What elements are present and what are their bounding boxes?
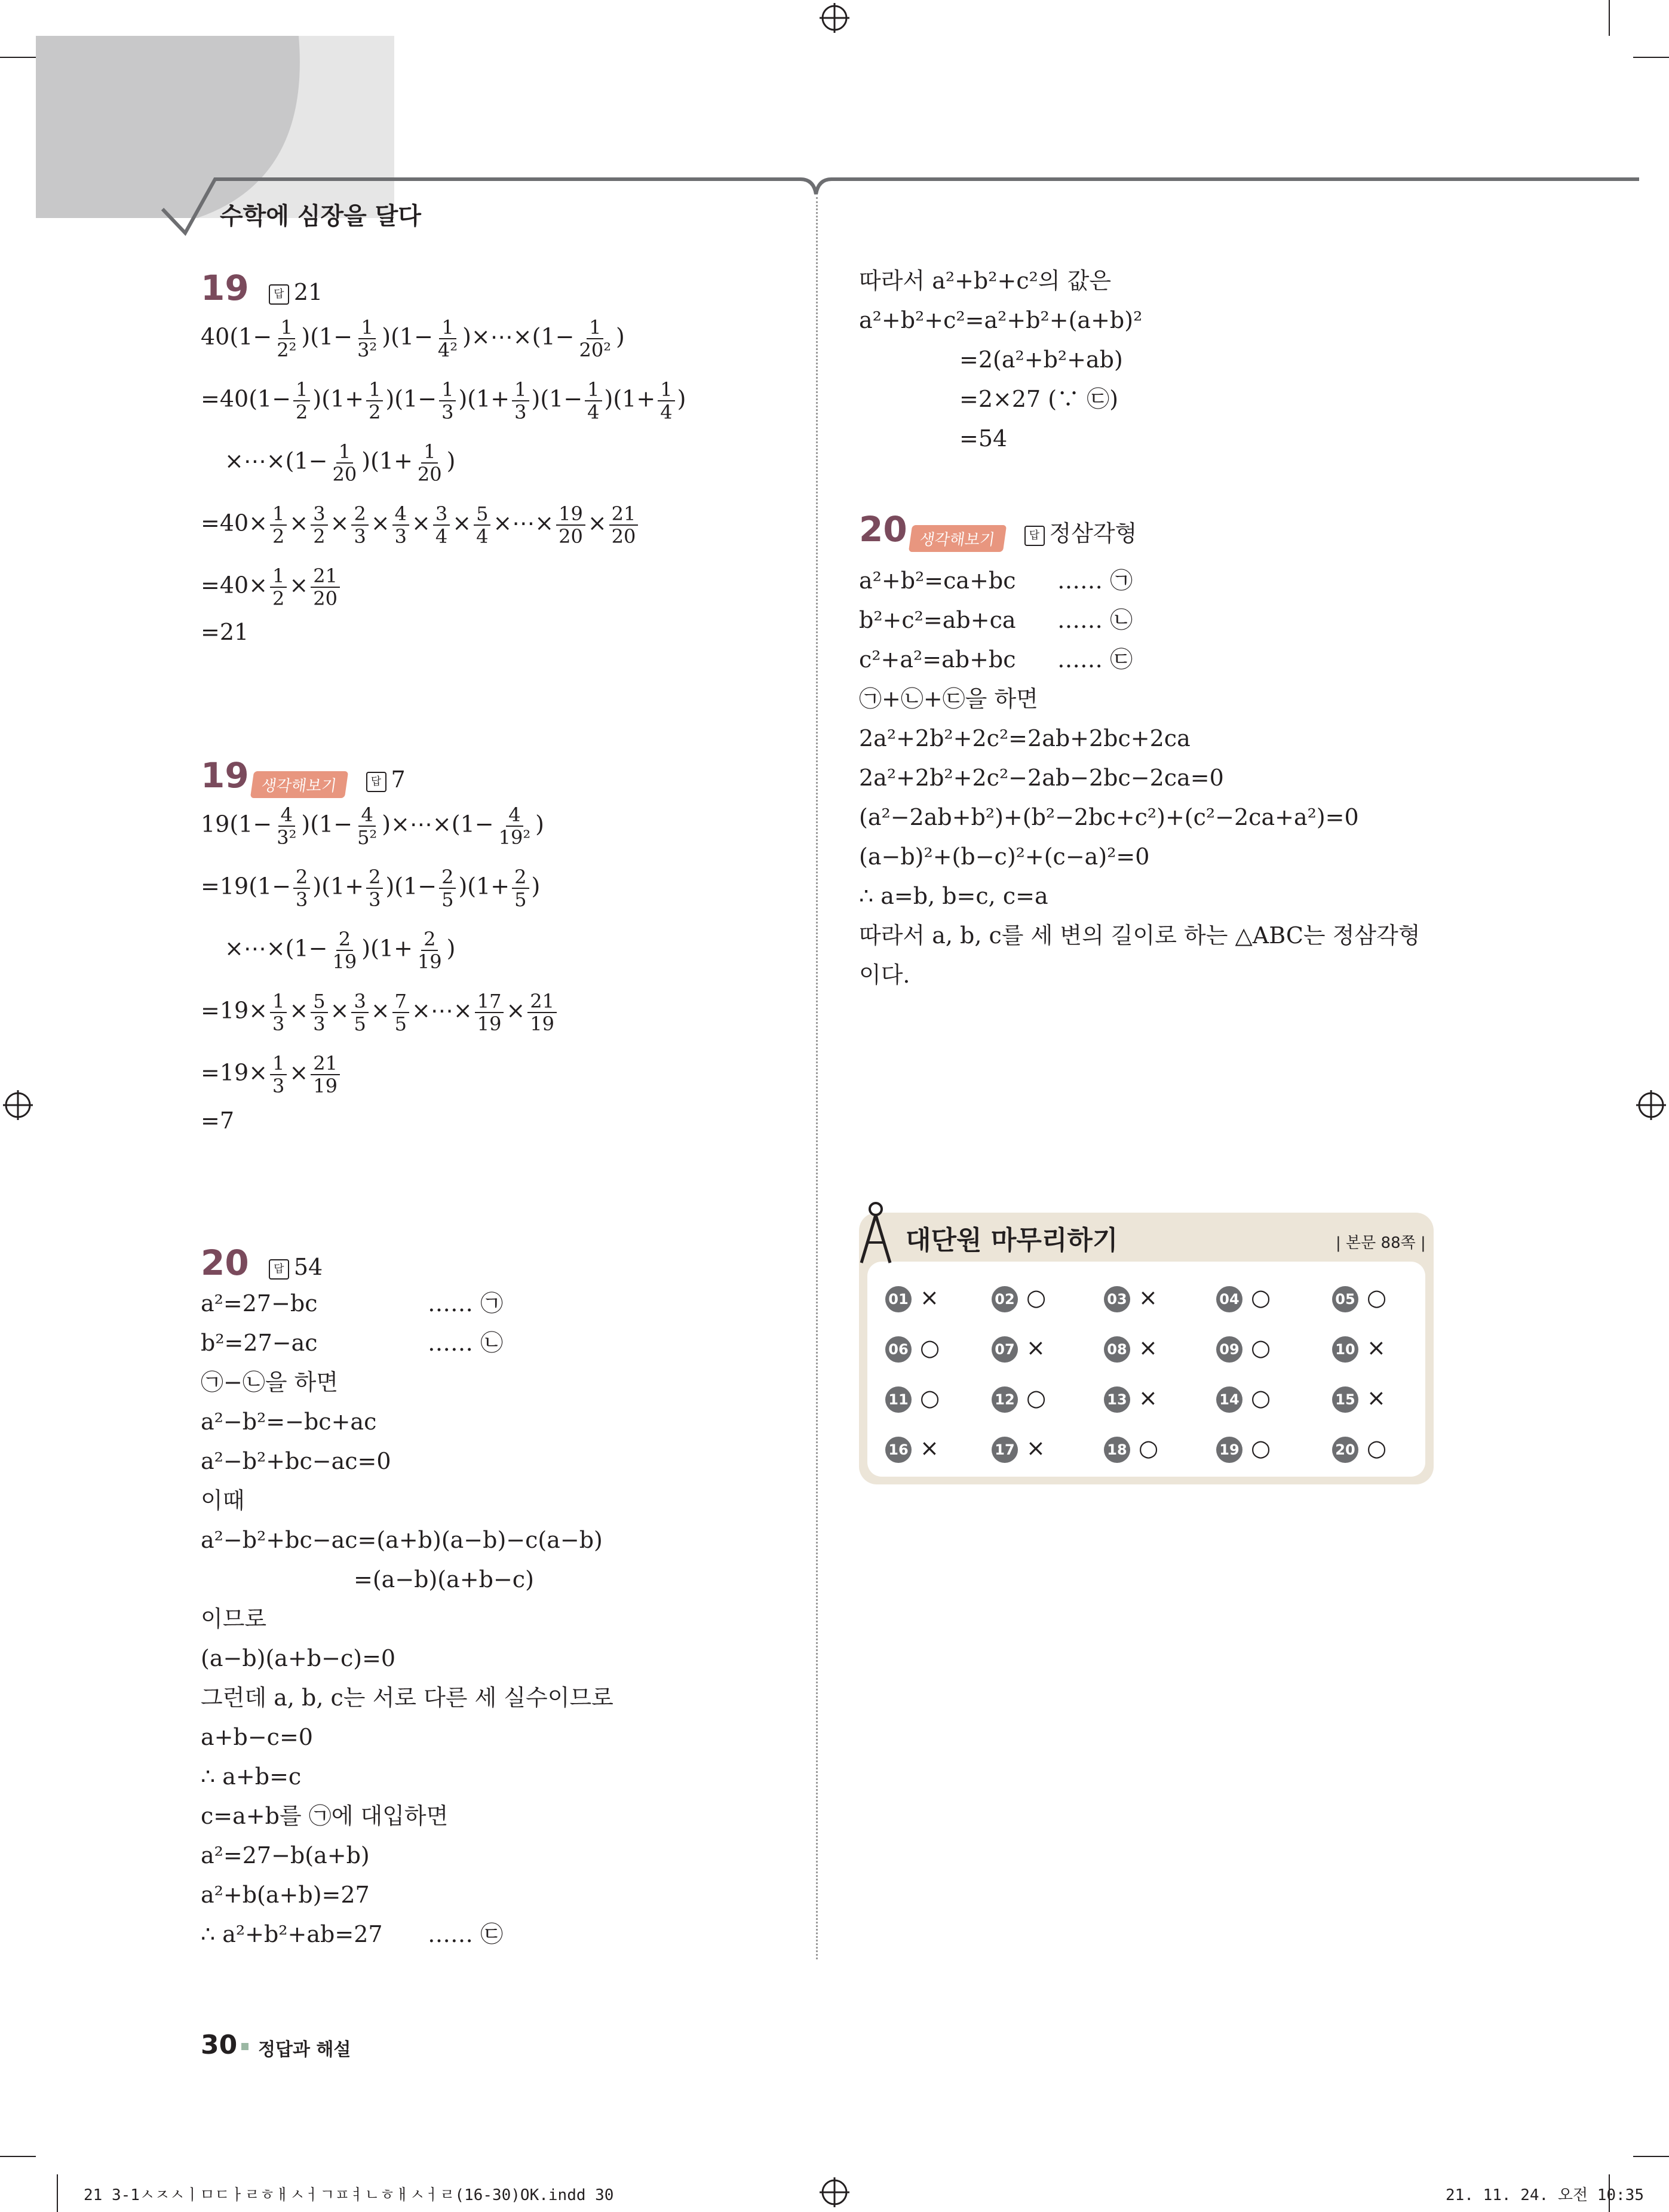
- q19-step-6: =21: [201, 619, 249, 645]
- cont-line: 따라서 a²+b²+c²의 값은: [859, 268, 1112, 294]
- q20b-line: ∴ a=b, b=c, c=a: [859, 883, 1048, 909]
- q19b-step-3: ×⋯×(1− $\frac{2}{19}$ )(1+ $\frac{2}{19}$ ): [225, 928, 456, 973]
- print-date: 21. 11. 24. 오전 10:35: [1446, 2186, 1644, 2204]
- review-item: 08 ×: [1104, 1333, 1158, 1363]
- q20b-line: (a²−2ab+b²)+(b²−2bc+c²)+(c²−2ca+a²)=0: [859, 804, 1359, 830]
- review-title: 대단원 마무리하기: [906, 1225, 1118, 1256]
- q20b-line: (a−b)²+(b−c)²+(c−a)²=0: [859, 843, 1150, 870]
- footer-bullet: [241, 2043, 248, 2050]
- q20-line: a²−b²=−bc+ac: [201, 1409, 377, 1435]
- answer-icon: 답: [269, 284, 289, 305]
- q19b-step-2: =19(1− $\frac{2}{3}$ )(1+ $\frac{2}{3}$ )(1− $\frac{2}{5}$ )(1+ $\frac{2}{5}$ ): [201, 866, 541, 911]
- q20-line: a²+b(a+b)=27: [201, 1882, 370, 1908]
- answer-icon: 답: [1024, 526, 1045, 546]
- question-number: 19: [201, 268, 249, 308]
- answer-icon: 답: [269, 1259, 289, 1280]
- review-item: 13 ×: [1104, 1383, 1158, 1413]
- q20-line: b²=27−ac: [201, 1330, 318, 1356]
- question-19: [201, 268, 323, 308]
- page-number: 30: [201, 2030, 238, 2060]
- q20b-line: 2a²+2b²+2c²=2ab+2bc+2ca: [859, 725, 1191, 751]
- answer-value: 54: [293, 1254, 323, 1280]
- review-item: 11 ○: [885, 1383, 940, 1413]
- think-tag: 생각해보기: [250, 771, 348, 798]
- q20b-mark: …… ㉢: [1057, 646, 1133, 673]
- file-info: 21 3-1ㅅㅈㅅㅣㅁㄷㅏㄹㅎㅐㅅㅓㄱㅍㅕㄴㅎㅐㅅㅓㄹ(16-30)OK.indd 30: [84, 2186, 614, 2204]
- cont-line: =2(a²+b²+ab): [959, 346, 1123, 373]
- q20b-line: b²+c²=ab+ca: [859, 607, 1016, 633]
- q20-line: ∴ a²+b²+ab=27: [201, 1921, 383, 1947]
- review-item: 09 ○: [1216, 1333, 1271, 1363]
- review-item: 05 ○: [1332, 1283, 1386, 1312]
- q19b-step-5: =19× $\frac{1}{3}$ × $\frac{21}{19}$: [201, 1053, 342, 1097]
- q20-line: a²−b²+bc−ac=0: [201, 1448, 391, 1474]
- q19-step-1: 40(1− $\frac{1}{\text{2²}}$ )(1− $\frac{1}{\text{3²}}$ )(1− $\frac{1}{\text{4²}}$ )×⋯×(1− $\frac{1}{\text{20²}}$ ): [201, 316, 625, 361]
- question-20: [201, 1242, 323, 1283]
- answer-value: 7: [391, 766, 406, 793]
- brand-title: 수학에 심장을 달다: [220, 203, 421, 230]
- review-item: 14 ○: [1216, 1383, 1271, 1413]
- q20-line: a²=27−bc: [201, 1290, 318, 1317]
- q20-line: c=a+b를 ㉠에 대입하면: [201, 1803, 449, 1829]
- q20-mark: …… ㉢: [428, 1921, 504, 1947]
- compass-icon: [855, 1201, 897, 1266]
- question-19-think: [201, 755, 406, 798]
- q20b-line: 2a²+2b²+2c²−2ab−2bc−2ca=0: [859, 765, 1224, 791]
- review-item: 19 ○: [1216, 1434, 1271, 1463]
- answer-value: 정삼각형: [1049, 520, 1137, 547]
- question-number: 20: [859, 509, 907, 550]
- q19-step-4: =40× $\frac{1}{2}$ × $\frac{3}{2}$ × $\frac{2}{3}$ × $\frac{4}{3}$ × $\frac{3}{4}$ × $\frac{5}{4}$ ×⋯× $\frac{19}{20}$ × $\frac{21}{20}$: [201, 503, 640, 547]
- q20b-line: 이다.: [859, 962, 910, 988]
- q20-line: a²=27−b(a+b): [201, 1842, 370, 1869]
- q20b-line: a²+b²=ca+bc: [859, 567, 1016, 594]
- review-item: 03 ×: [1104, 1283, 1158, 1312]
- q19b-step-4: =19× $\frac{1}{3}$ × $\frac{5}{3}$ × $\frac{3}{5}$ × $\frac{7}{5}$ ×⋯× $\frac{17}{19}$ × $\frac{21}{19}$: [201, 990, 559, 1035]
- review-item: 12 ○: [992, 1383, 1046, 1413]
- answer-icon: 답: [366, 772, 386, 792]
- q20-line: 이므로: [201, 1606, 267, 1632]
- q20-line: =(a−b)(a+b−c): [354, 1566, 534, 1593]
- review-item: 01 ×: [885, 1283, 939, 1312]
- cont-line: =54: [959, 425, 1008, 452]
- q19-step-3: ×⋯×(1− $\frac{1}{20}$ )(1+ $\frac{1}{20}$ ): [225, 440, 456, 486]
- cont-line: a²+b²+c²=a²+b²+(a+b)²: [859, 307, 1143, 333]
- think-tag: 생각해보기: [909, 525, 1007, 552]
- answer-value: 21: [293, 279, 323, 305]
- review-item: 16 ×: [885, 1434, 939, 1463]
- q19b-step-6: =7: [201, 1107, 235, 1134]
- review-item: 10 ×: [1332, 1333, 1386, 1363]
- review-item: 04 ○: [1216, 1283, 1271, 1312]
- q20-mark: …… ㉠: [428, 1290, 504, 1317]
- review-item: 17 ×: [992, 1434, 1045, 1463]
- review-page-ref: | 본문 88쪽 |: [1336, 1234, 1426, 1252]
- q20-line: ㉠−㉡을 하면: [201, 1369, 339, 1395]
- q20b-mark: …… ㉡: [1057, 607, 1133, 633]
- q20b-line: ㉠+㉡+㉢을 하면: [859, 686, 1038, 712]
- review-item: 02 ○: [992, 1283, 1046, 1312]
- cont-line: =2×27 (∵ ㉢): [959, 386, 1119, 412]
- review-item: 18 ○: [1104, 1434, 1158, 1463]
- q20-line: ∴ a+b=c: [201, 1763, 302, 1790]
- q20b-line: c²+a²=ab+bc: [859, 646, 1016, 673]
- q20b-line: 따라서 a, b, c를 세 변의 길이로 하는 △ABC는 정삼각형: [859, 922, 1421, 949]
- q19-step-2: =40(1− $\frac{1}{2}$ )(1+ $\frac{1}{2}$ )(1− $\frac{1}{3}$ )(1+ $\frac{1}{3}$ )(1− $\frac{1}{4}$ )(1+ $\frac{1}{4}$ ): [201, 378, 686, 424]
- review-item: 15 ×: [1332, 1383, 1386, 1413]
- q20-mark: …… ㉡: [428, 1330, 504, 1356]
- q20-line: 그런데 a, b, c는 서로 다른 세 실수이므로: [201, 1685, 613, 1711]
- question-20-think: [859, 509, 1137, 552]
- q20b-mark: …… ㉠: [1057, 567, 1133, 594]
- section-label: 정답과 해설: [258, 2039, 351, 2060]
- question-number: 19: [201, 755, 249, 796]
- q19-step-5: =40× $\frac{1}{2}$ × $\frac{21}{20}$: [201, 565, 342, 609]
- q20-line: a+b−c=0: [201, 1724, 313, 1750]
- question-number: 20: [201, 1242, 249, 1283]
- q20-line: (a−b)(a+b−c)=0: [201, 1645, 396, 1671]
- review-item: 06 ○: [885, 1333, 940, 1363]
- q20-line: a²−b²+bc−ac=(a+b)(a−b)−c(a−b): [201, 1527, 603, 1553]
- review-item: 20 ○: [1332, 1434, 1386, 1463]
- review-item: 07 ×: [992, 1333, 1045, 1363]
- q19b-step-1: 19(1− $\frac{4}{\text{3²}}$ )(1− $\frac{4}{\text{5²}}$ )×⋯×(1− $\frac{4}{\text{19²}}$ ): [201, 803, 544, 849]
- q20-line: 이때: [201, 1487, 245, 1514]
